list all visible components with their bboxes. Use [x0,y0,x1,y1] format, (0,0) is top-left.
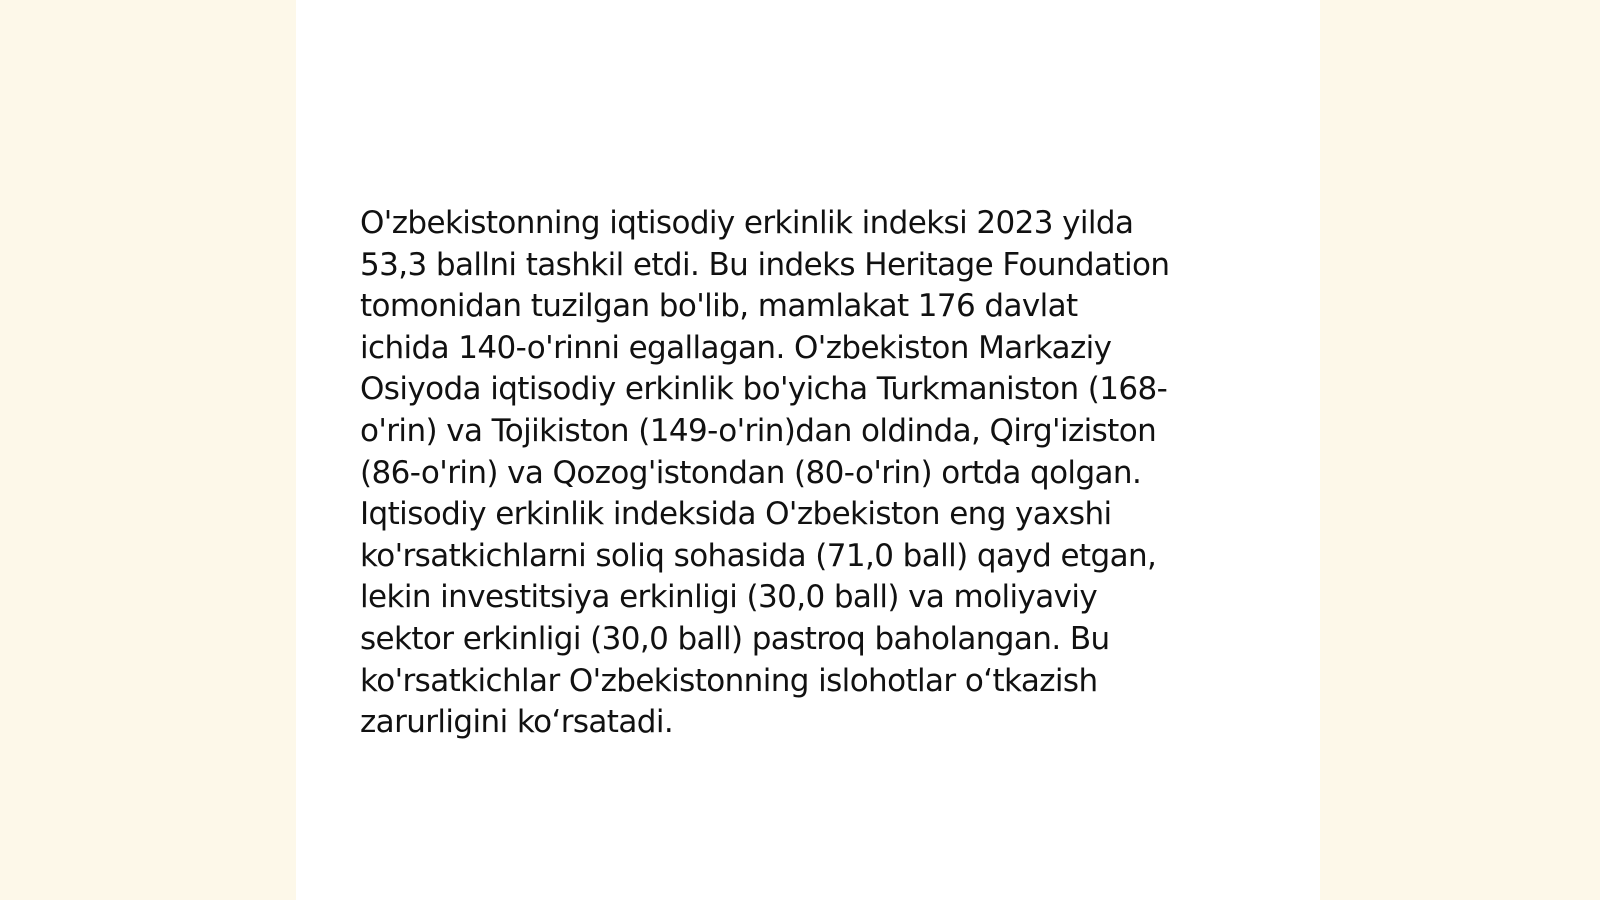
paragraph-line: tomonidan tuzilgan bo'lib, mamlakat 176 davlat [360,288,1078,325]
paragraph-line: Iqtisodiy erkinlik indeksida O'zbekiston eng yaxshi [360,496,1112,533]
paragraph-line: ko'rsatkichlarni soliq sohasida (71,0 ball) qayd etgan, [360,537,1157,574]
paragraph-line: Osiyoda iqtisodiy erkinlik bo'yicha Turkmaniston (168- [360,371,1168,408]
paragraph-line: sektor erkinligi (30,0 ball) pastroq baholangan. Bu [360,620,1110,657]
paragraph-line: zarurligini ko‘rsatadi. [360,704,674,741]
slide-page [296,0,1320,900]
paragraph-line: ichida 140-o'rinni egallagan. O'zbekiston Markaziy [360,329,1112,366]
paragraph-line: ko'rsatkichlar O'zbekistonning islohotlar o‘tkazish [360,662,1098,699]
paragraph-line: lekin investitsiya erkinligi (30,0 ball) va moliyaviy [360,579,1098,616]
paragraph-line: (86-o'rin) va Qozog'istondan (80-o'rin) ortda qolgan. [360,454,1142,491]
body-paragraph [360,203,1260,744]
paragraph-line: 53,3 ballni tashkil etdi. Bu indeks Heritage Foundation [360,246,1170,283]
paragraph-line: O'zbekistonning iqtisodiy erkinlik indeksi 2023 yilda [360,205,1134,241]
paragraph-line: o'rin) va Tojikiston (149-o'rin)dan oldinda, Qirg'iziston [360,412,1157,449]
